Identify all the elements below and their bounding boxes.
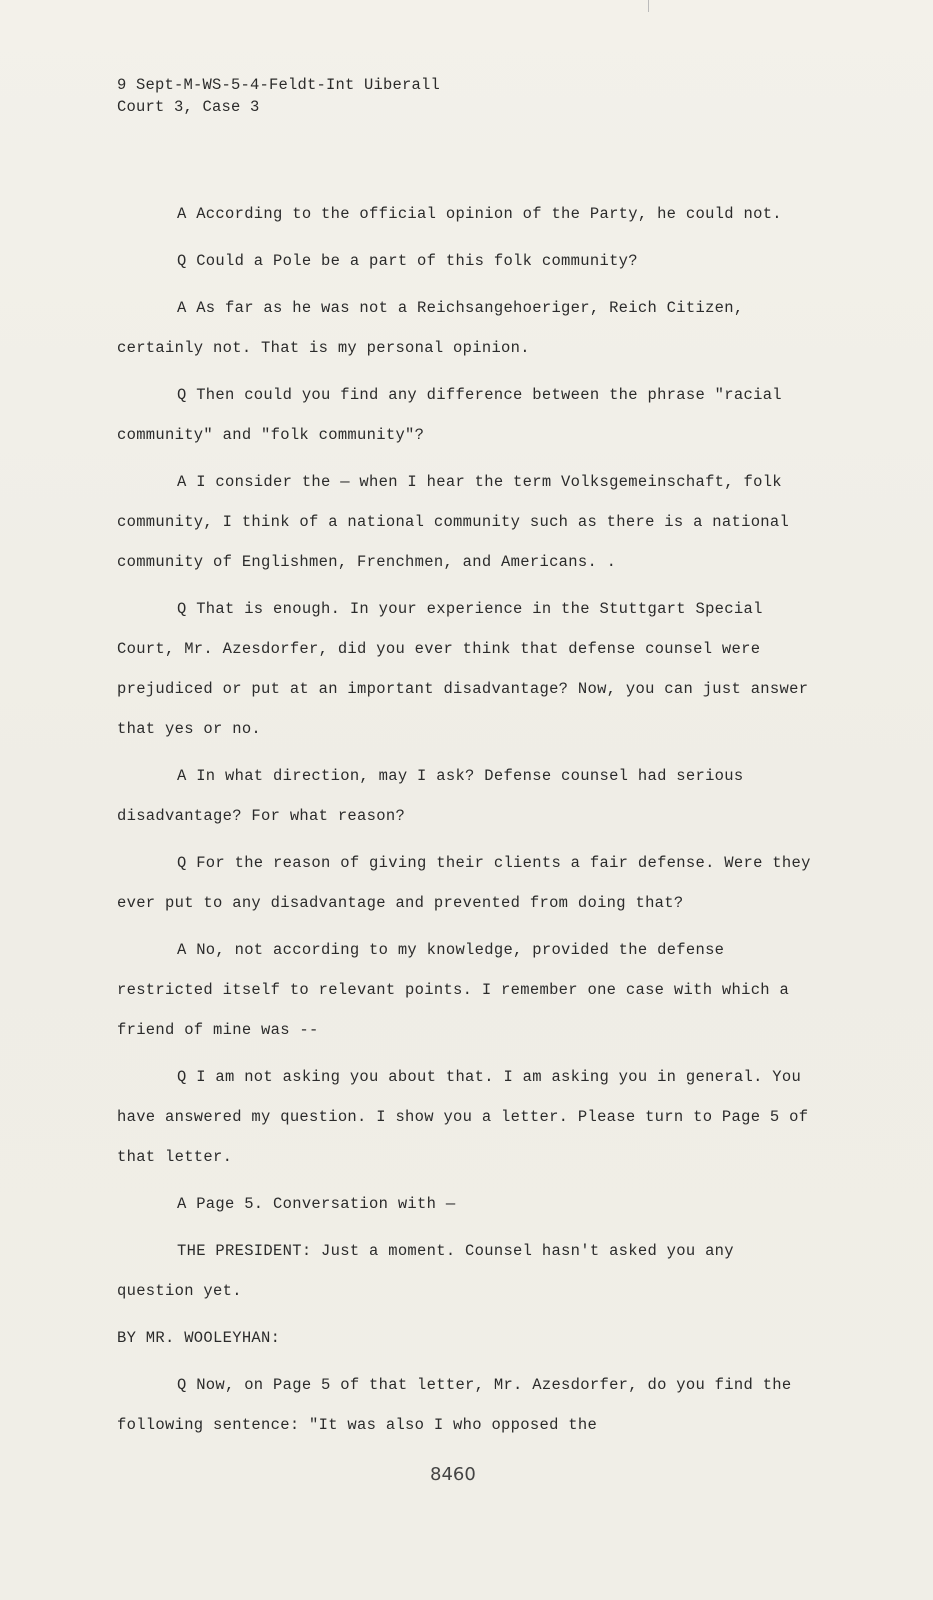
- transcript-paragraph: Q Now, on Page 5 of that letter, Mr. Azesdorfer, do you find the following sentence: "It was also I who opposed the: [117, 1376, 792, 1434]
- transcript-paragraph: A In what direction, may I ask? Defense counsel had serious disadvantage? For what reason?: [117, 767, 744, 825]
- edge-mark: [648, 0, 649, 12]
- transcript-paragraph: Q For the reason of giving their clients a fair defense. Were they ever put to any disadvantage and prevented from doing that?: [117, 854, 811, 912]
- transcript-paragraph: THE PRESIDENT: Just a moment. Counsel hasn't asked you any question yet.: [117, 1242, 734, 1300]
- transcript-paragraph: A I consider the — when I hear the term Volksgemeinschaft, folk community, I think of a national community such as there is a national community of Englishmen, Frenchmen, and Americans. .: [117, 473, 790, 571]
- header-line-2: Court 3, Case 3: [117, 98, 260, 116]
- header-line-1: 9 Sept-M-WS-5-4-Feldt-Int Uiberall: [117, 76, 441, 94]
- page-number: 8460: [430, 1464, 476, 1485]
- transcript-paragraph: A According to the official opinion of the Party, he could not.: [177, 205, 782, 223]
- transcript-paragraph: A No, not according to my knowledge, provided the defense restricted itself to relevant points. I remember one case with which a friend of mine was --: [117, 941, 790, 1039]
- transcript-paragraph: Q I am not asking you about that. I am asking you in general. You have answered my question. I show you a letter. Please turn to Page 5 of that letter.: [117, 1068, 809, 1166]
- transcript-body: [117, 194, 817, 1452]
- transcript-paragraph: Q Then could you find any difference between the phrase "racial community" and "folk community"?: [117, 386, 782, 444]
- transcript-paragraph: Q That is enough. In your experience in the Stuttgart Special Court, Mr. Azesdorfer, did you ever think that defense counsel were prejudiced or put at an important disadvantage? Now, you can just answer that yes or no.: [117, 600, 809, 738]
- document-header: [117, 74, 440, 118]
- transcript-paragraph: A Page 5. Conversation with —: [177, 1195, 456, 1213]
- transcript-paragraph: Q Could a Pole be a part of this folk community?: [177, 252, 638, 270]
- by-line: BY MR. WOOLEYHAN:: [117, 1329, 281, 1347]
- transcript-paragraph: A As far as he was not a Reichsangehoeriger, Reich Citizen, certainly not. That is my personal opinion.: [117, 299, 744, 357]
